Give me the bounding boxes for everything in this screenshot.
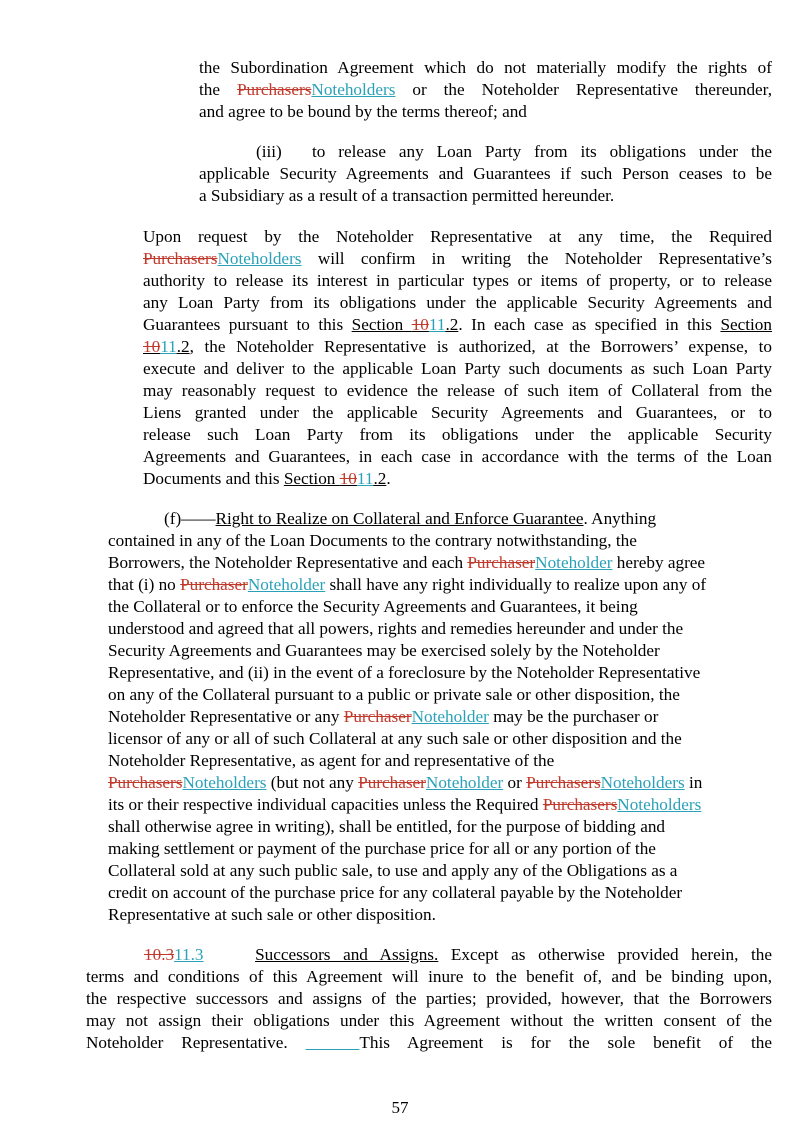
text-line: 1011.2, the Noteholder Representative is authorized, at the Borrowers’ expense, to	[143, 337, 772, 356]
inserted-text: Noteholder	[425, 773, 504, 792]
inserted-text: Noteholder	[535, 553, 613, 572]
release-paragraph	[143, 226, 772, 490]
clause-number: (f)	[164, 509, 182, 528]
text-line: contained in any of the Loan Documents to the contrary notwithstanding, the	[108, 531, 637, 550]
text-line: Representative at such sale or other disposition.	[108, 905, 436, 924]
text-line: execute and deliver to the applicable Loan Party such documents as such Loan Party	[143, 359, 772, 378]
inserted-text: Noteholders	[217, 249, 302, 268]
text-line: Borrowers, the Noteholder Representative and each PurchaserNoteholder hereby agree	[108, 553, 706, 572]
clause-f	[108, 508, 772, 926]
section-reference: Section 1011.2	[283, 469, 387, 488]
text-line: (iii) to release any Loan Party from its obligations under the	[256, 142, 772, 161]
text-line: credit on account of the purchase price for any collateral payable by the Noteholder	[108, 883, 683, 902]
text-line: and agree to be bound by the terms thereof; and	[199, 102, 527, 121]
clause-ii-continuation	[199, 57, 772, 123]
clause-number: (iii)	[256, 142, 282, 161]
inserted-text: Noteholder	[247, 575, 326, 594]
section-reference: Section 1011.2	[351, 315, 459, 334]
text-line: Guarantees pursuant to this Section 1011.2. In each case as specified in this Section	[143, 315, 772, 334]
text-line: Representative, and (ii) in the event of a foreclosure by the Noteholder Representative	[108, 663, 701, 682]
inserted-text: Noteholders	[182, 773, 267, 792]
deleted-text: Purchasers	[526, 773, 601, 792]
inserted-text: Noteholders	[311, 80, 396, 99]
text-line: 10.311.3 Successors and Assigns. Except as otherwise provided herein, the	[144, 945, 772, 964]
deleted-section-number: 10.3	[144, 945, 175, 964]
text-line: any Loan Party from its obligations under the applicable Security Agreements and	[143, 293, 772, 312]
text-line: that (i) no PurchaserNoteholder shall have any right individually to realize upon any of	[108, 575, 707, 594]
inserted-text: Noteholder	[411, 707, 489, 726]
text-line: the Subordination Agreement which do not materially modify the rights of	[199, 58, 772, 77]
text-line: (f)——Right to Realize on Collateral and Enforce Guarantee. Anything	[164, 509, 657, 528]
text-line: Collateral sold at any such public sale, to use and apply any of the Obligations as a	[108, 861, 678, 880]
text-line: PurchasersNoteholders will confirm in writing the Noteholder Representative’s	[143, 249, 772, 268]
text-line: may not assign their obligations under this Agreement without the written consent of the	[86, 1011, 772, 1030]
text-line: PurchasersNoteholders (but not any PurchaserNoteholder or PurchasersNoteholders in	[108, 773, 703, 792]
text-line: the PurchasersNoteholders or the Noteholder Representative thereunder,	[199, 80, 773, 99]
text-line: Noteholder Representative, as agent for and representative of the	[108, 751, 555, 770]
section-heading: Successors and Assigns.	[255, 945, 439, 964]
deleted-text: Purchaser	[180, 575, 248, 594]
text-line: Agreements and Guarantees, in each case in accordance with the terms of the Loan	[143, 447, 772, 466]
text-line: Liens granted under the applicable Security Agreements and Guarantees, or to	[143, 403, 772, 422]
text-line: Noteholder Representative or any PurchaserNoteholder may be the purchaser or	[108, 707, 659, 726]
text-line: the respective successors and assigns of the parties; provided, however, that the Borrowers	[86, 989, 772, 1008]
text-line: Documents and this Section 1011.2.	[143, 469, 391, 488]
text-line: terms and conditions of this Agreement will inure to the benefit of, and be binding upon,	[86, 967, 772, 986]
text-line: release such Loan Party from its obligations under the applicable Security	[143, 425, 772, 444]
text-line: a Subsidiary as a result of a transaction permitted hereunder.	[199, 186, 615, 205]
text-line: Noteholder Representative. This Agreement is for the sole benefit of the	[86, 1033, 773, 1052]
text-line: its or their respective individual capacities unless the Required PurchasersNoteholders	[108, 795, 702, 814]
text-line: applicable Security Agreements and Guarantees if such Person ceases to be	[199, 164, 772, 183]
page-number: 57	[391, 1098, 409, 1117]
deleted-text: Purchaser	[467, 553, 536, 572]
deleted-text: Purchasers	[143, 249, 218, 268]
deleted-text: Purchasers	[108, 773, 183, 792]
deleted-text: Purchaser	[358, 773, 426, 792]
inserted-text: Noteholders	[617, 795, 702, 814]
clause-iii	[199, 141, 772, 207]
text-line: licensor of any or all of such Collateral at any such sale or other disposition and the	[108, 729, 682, 748]
text-line: Upon request by the Noteholder Representative at any time, the Required	[143, 227, 772, 246]
text-line: authority to release its interest in particular types or items of property, or to release	[143, 271, 772, 290]
text-line: understood and agreed that all powers, rights and remedies hereunder and under the	[108, 619, 684, 638]
text-line: shall otherwise agree in writing), shall be entitled, for the purpose of bidding and	[108, 817, 666, 836]
text-line: the Collateral or to enforce the Security Agreements and Guarantees, it being	[108, 597, 638, 616]
text-line: Security Agreements and Guarantees may be exercised solely by the Noteholder	[108, 641, 660, 660]
section-11-3	[86, 944, 772, 1054]
deleted-text: Purchaser	[343, 707, 412, 726]
deleted-text: Purchasers	[542, 795, 618, 814]
text-line: may reasonably request to evidence the release of such item of Collateral from the	[143, 381, 772, 400]
text-line: on any of the Collateral pursuant to a public or private sale or other disposition, the	[108, 685, 680, 704]
section-reference: Section	[720, 315, 772, 334]
deleted-text: Purchasers	[236, 80, 312, 99]
inserted-text: Noteholders	[600, 773, 685, 792]
text-line: making settlement or payment of the purchase price for all or any portion of the	[108, 839, 656, 858]
section-reference: 1011.2	[143, 337, 190, 356]
section-heading: Right to Realize on Collateral and Enforce Guarantee	[215, 509, 584, 528]
inserted-section-number: 11.3	[174, 945, 204, 964]
